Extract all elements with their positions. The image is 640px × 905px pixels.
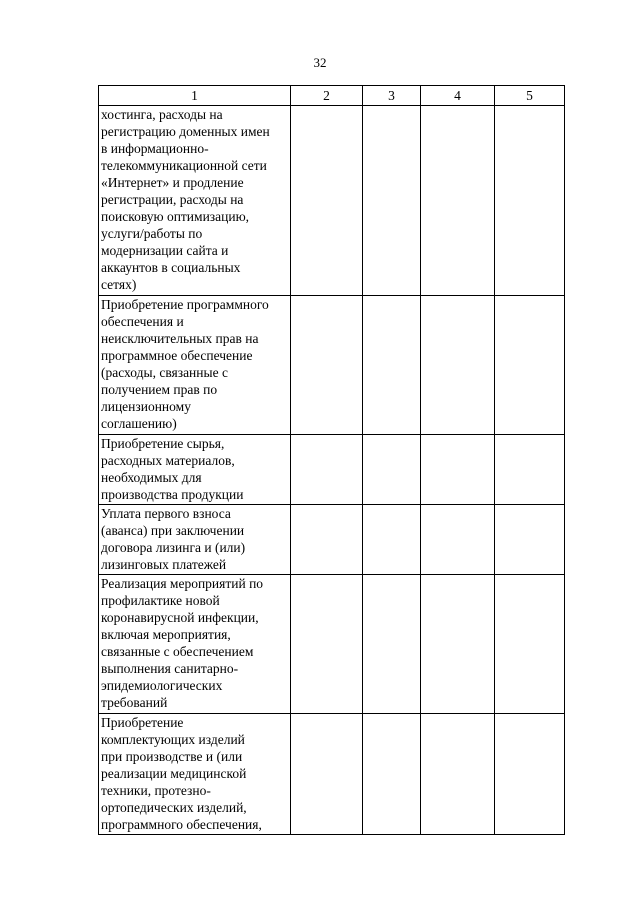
empty-cell (495, 575, 565, 714)
empty-cell (291, 435, 363, 505)
column-header: 4 (421, 86, 495, 106)
empty-cell (291, 106, 363, 296)
expense-description-cell: хостинга, расходы на регистрацию доменных имен в информационно- телекоммуникационной сети «Интернет» и продление регистрации, расходы на поисковую оптимизацию, услуги/работы по модернизации сайта и аккаунтов в социальных сетях) (99, 106, 291, 296)
expense-description-cell: Уплата первого взноса (аванса) при заключении договора лизинга и (или) лизинговых платежей (99, 505, 291, 575)
empty-cell (291, 714, 363, 835)
table-row (99, 435, 565, 505)
empty-cell (363, 296, 421, 435)
empty-cell (291, 296, 363, 435)
expense-description-cell: Реализация мероприятий по профилактике новой коронавирусной инфекции, включая мероприятия, связанные с обеспечением выполнения санитарно- эпидемиологических требований (99, 575, 291, 714)
budget-table (98, 85, 565, 835)
empty-cell (291, 505, 363, 575)
table-row (99, 505, 565, 575)
column-header: 1 (99, 86, 291, 106)
column-header: 3 (363, 86, 421, 106)
expense-description-cell: Приобретение комплектующих изделий при производстве и (или реализации медицинской техники, протезно- ортопедических изделий, программного обеспечения, (99, 714, 291, 835)
empty-cell (495, 714, 565, 835)
page-number: 32 (313, 55, 327, 70)
empty-cell (363, 435, 421, 505)
expense-description-cell: Приобретение сырья, расходных материалов, необходимых для производства продукции (99, 435, 291, 505)
empty-cell (495, 296, 565, 435)
empty-cell (495, 505, 565, 575)
empty-cell (421, 106, 495, 296)
table-header-row (99, 86, 565, 106)
empty-cell (363, 106, 421, 296)
table-row (99, 714, 565, 835)
empty-cell (495, 106, 565, 296)
table-row (99, 575, 565, 714)
table-row (99, 296, 565, 435)
column-header: 2 (291, 86, 363, 106)
empty-cell (421, 575, 495, 714)
expense-description-cell: Приобретение программного обеспечения и неисключительных прав на программное обеспечение (расходы, связанные с получением прав по лицензионному соглашению) (99, 296, 291, 435)
empty-cell (363, 714, 421, 835)
empty-cell (495, 435, 565, 505)
empty-cell (291, 575, 363, 714)
empty-cell (421, 296, 495, 435)
empty-cell (363, 575, 421, 714)
empty-cell (421, 505, 495, 575)
column-header: 5 (495, 86, 565, 106)
empty-cell (421, 714, 495, 835)
empty-cell (363, 505, 421, 575)
empty-cell (421, 435, 495, 505)
table-row (99, 106, 565, 296)
